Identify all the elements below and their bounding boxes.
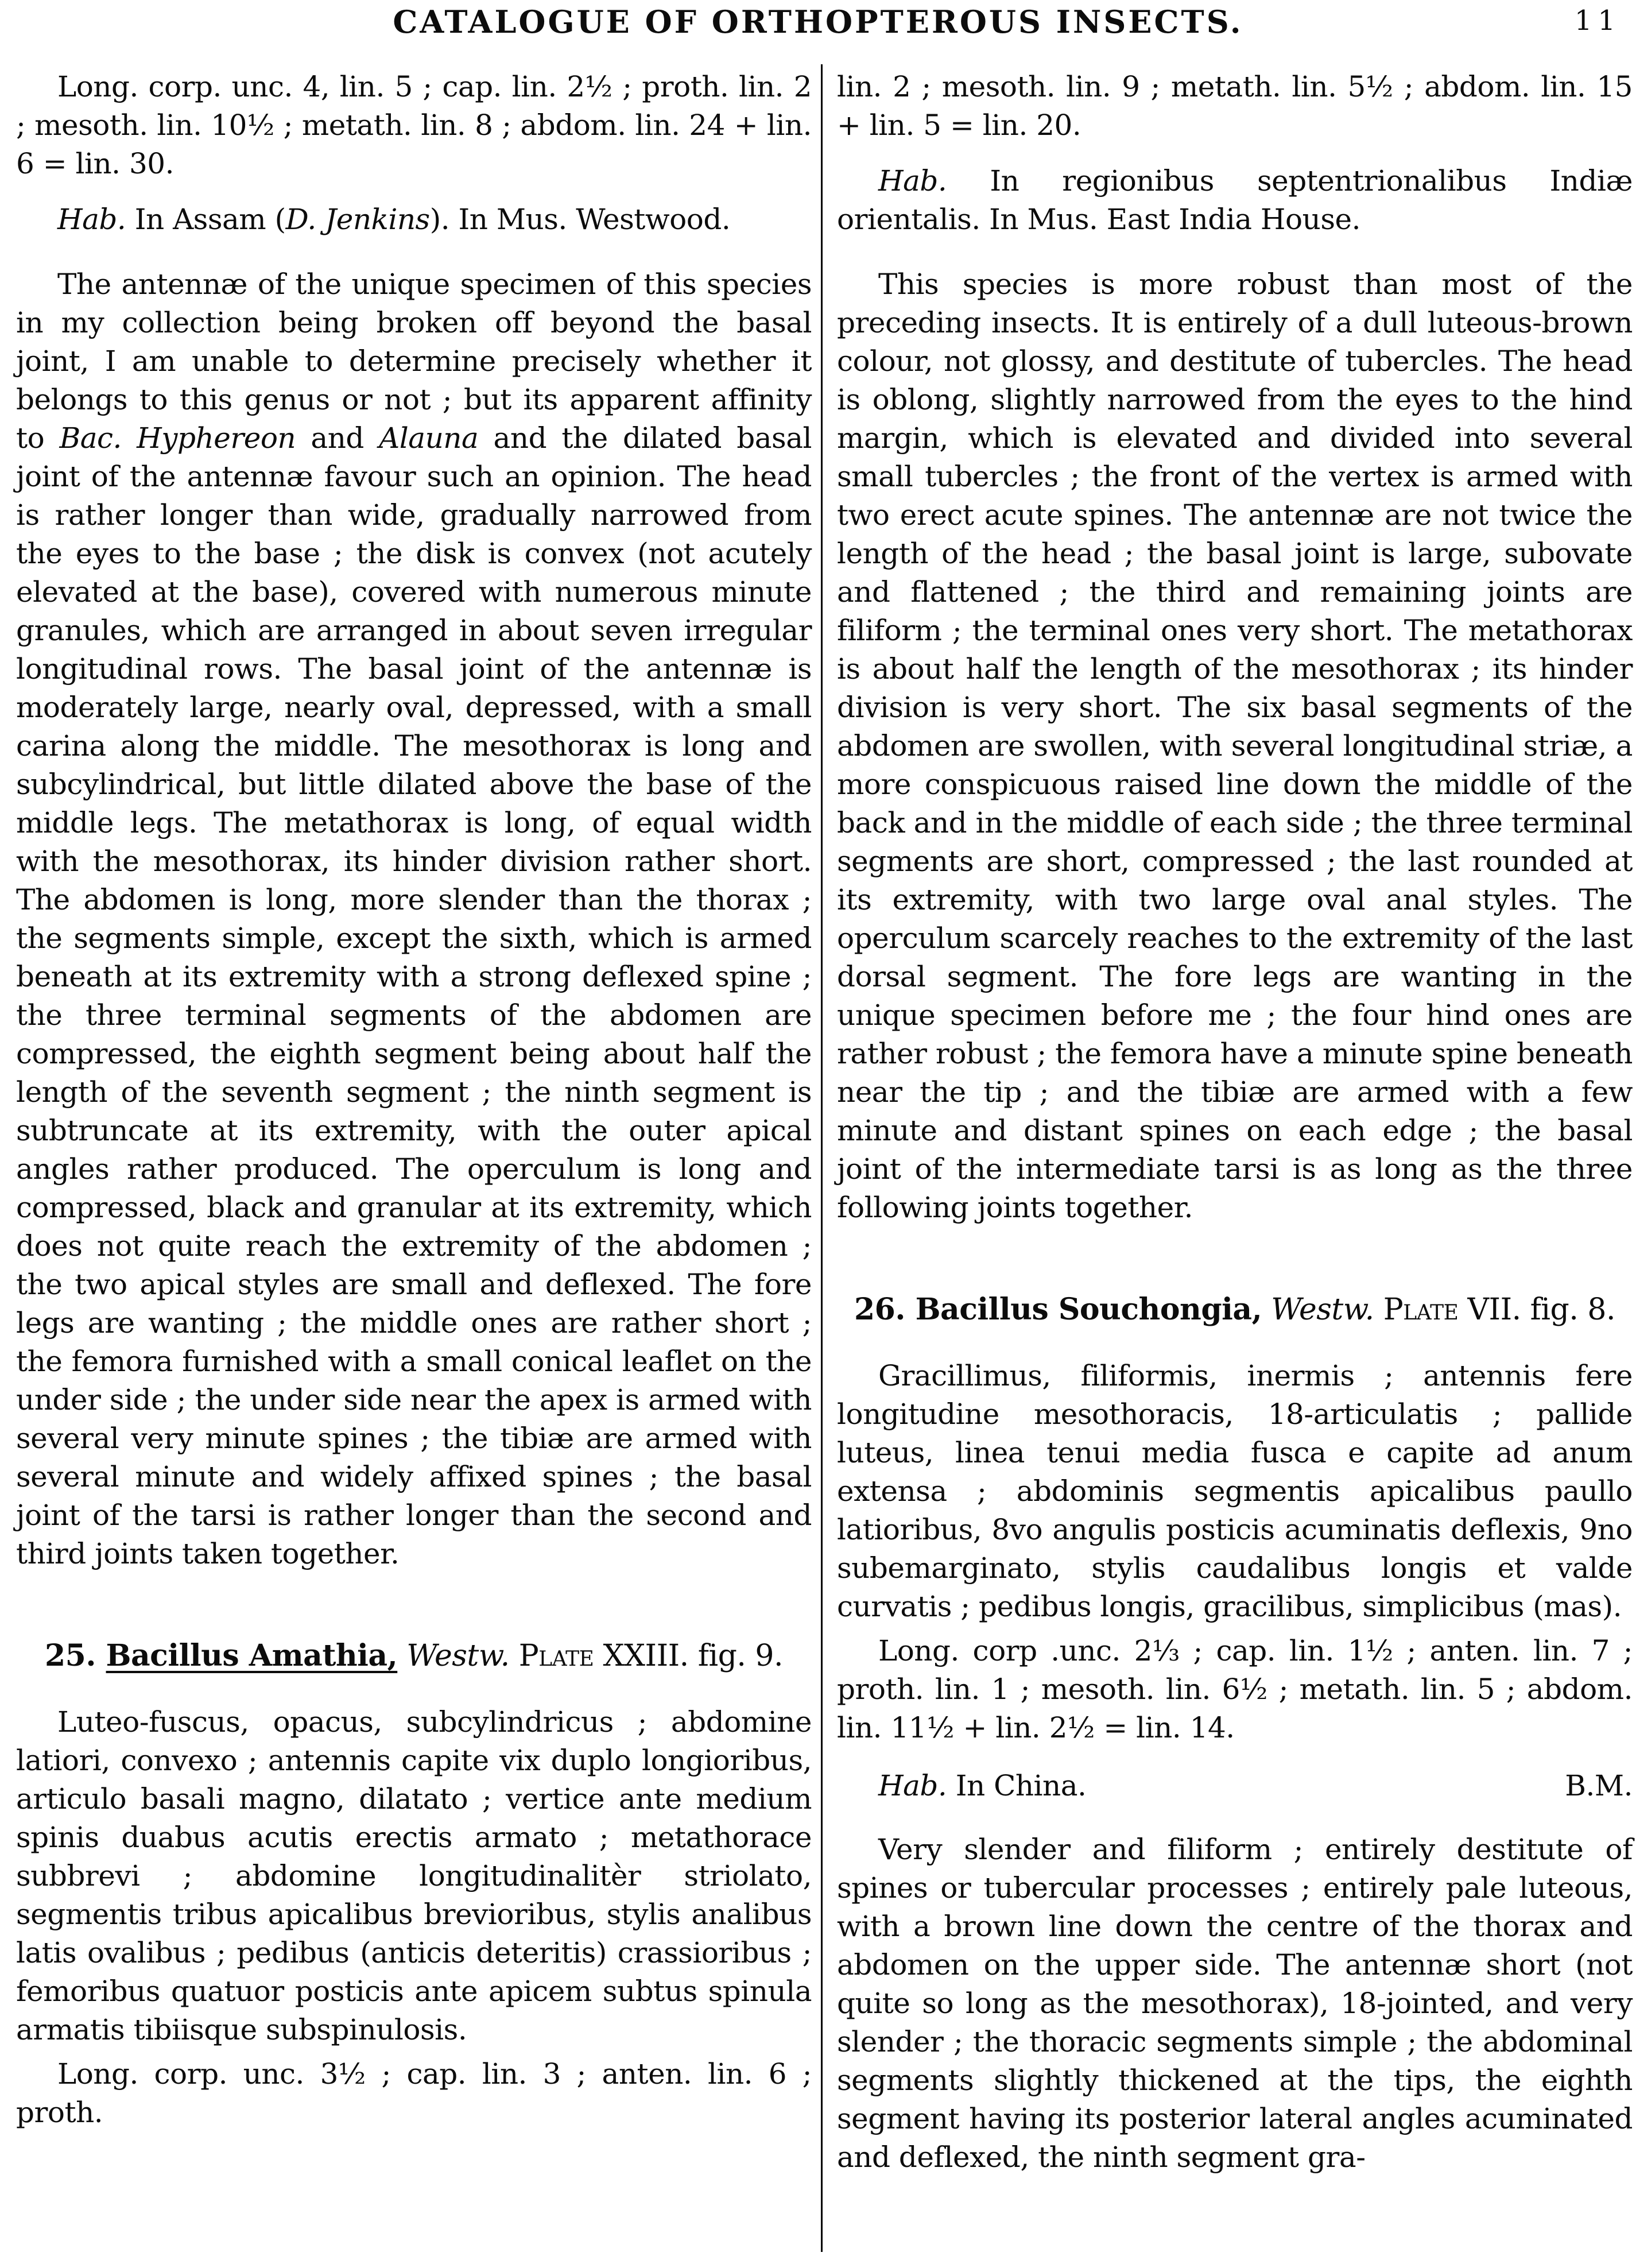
plate-word: Plate <box>509 1639 594 1673</box>
species-heading-26 <box>837 1290 1633 1329</box>
species-author: Westw. <box>397 1639 510 1673</box>
collector-name: D. Jenkins <box>285 203 430 236</box>
species-number: 26. <box>854 1292 916 1327</box>
right-column <box>837 68 1633 2177</box>
habitat-museum-row <box>837 1767 1633 1805</box>
measurements-26: Long. corp .unc. 2⅓ ; cap. lin. 1½ ; anten. lin. 7 ; proth. lin. 1 ; mesoth. lin. 6½ ; metath. lin. 5 ; abdom. lin. 11½ + lin. 2½ = lin. 14. <box>837 1634 1633 1744</box>
page-number: 11 <box>1574 5 1621 37</box>
species-author: Westw. <box>1262 1292 1374 1327</box>
species-name-bacillus-souchongia: Bacillus Souchongia, <box>915 1292 1262 1327</box>
habitat-label: Hab. <box>878 1769 947 1802</box>
measurements-25: Long. corp. unc. 3½ ; cap. lin. 3 ; anten. lin. 6 ; proth. <box>16 2057 812 2129</box>
species-name-bacillus-amathia: Bacillus Amathia, <box>106 1638 398 1673</box>
habitat-text: In regionibus septentrionalibus Indiæ orientalis. In Mus. East India House. <box>837 164 1633 236</box>
habitat-line <box>837 162 1633 239</box>
habitat-line <box>16 200 812 239</box>
habitat-text-post: ). In Mus. Westwood. <box>429 203 731 236</box>
habitat-text: In China. <box>947 1769 1087 1802</box>
species-reference-hyphereon: Bac. Hyphereon <box>59 421 296 455</box>
habitat-line <box>837 1767 1086 1805</box>
species-reference-alauna: Alauna <box>379 421 479 455</box>
left-column <box>16 68 812 2132</box>
measurements-continuation: Long. corp. unc. 4, lin. 5 ; cap. lin. 2½ ; proth. lin. 2 ; mesoth. lin. 10½ ; metath. lin. 8 ; abdom. lin. 24 + lin. 6 = lin. 30. <box>16 70 812 180</box>
species-heading-25 <box>16 1636 812 1675</box>
latin-diagnosis-26: Gracillimus, filiformis, inermis ; antennis fere longitudine mesothoracis, 18-articulatis ; pallide luteus, linea tenui media fusca e capite ad anum extensa ; abdominis segmentis apicalibus paullo latioribus, 8vo angulis posticis acuminatis deflexis, 9no subemarginato, stylis caudalibus longis et valde curvatis ; pedibus longis, gracilibus, simplicibus (mas). <box>837 1359 1633 1623</box>
habitat-label: Hab. <box>878 164 947 198</box>
plate-reference: VII. fig. 8. <box>1458 1292 1616 1327</box>
species-description-25: This species is more robust than most of the preceding insects. It is entirely of a dull luteous-brown colour, not glossy, and destitute of tubercles. The head is oblong, slightly narrowed from the eyes to the hind margin, which is elevated and divided into several small tubercles ; the front of the vertex is armed with two erect acute spines. The antennæ are not twice the length of the head ; the basal joint is large, subovate and flattened ; the third and remaining joints are filiform ; the terminal ones very short. The metathorax is about half the length of the mesothorax ; its hinder division is very short. The six basal segments of the abdomen are swollen, with several longitudinal striæ, a more conspicuous raised line down the middle of the back and in the middle of each side ; the three terminal segments are short, compressed ; the last rounded at its extremity, with two large oval anal styles. The operculum scarcely reaches to the extremity of the last dorsal segment. The fore legs are wanting in the unique specimen before me ; the four hind ones are rather robust ; the femora have a minute spine beneath near the tip ; and the tibiæ are armed with a few minute and distant spines on each edge ; the basal joint of the intermediate tarsi is as long as the three following joints together. <box>837 268 1633 1224</box>
description-text: The antennæ of the unique specimen of this species in my collection being broken off beyond the basal joint, I am unable to determine precisely whether it belongs to this genus or not ; but its apparent affinity to <box>16 268 812 455</box>
plate-reference: XXIII. fig. 9. <box>594 1639 784 1673</box>
habitat-label: Hab. <box>57 203 126 236</box>
latin-diagnosis-25: Luteo-fuscus, opacus, subcylindricus ; abdomine latiori, convexo ; antennis capite vix duplo longioribus, articulo basali magno, dilatato ; vertice ante medium spinis duabus acutis erectis armato ; metathorace subbrevi ; abdomine longitudinalitèr striolato, segmentis tribus apicalibus brevioribus, stylis analibus latis ovalibus ; pedibus (anticis deteritis) crassioribus ; femoribus quatuor posticis ante apicem subtus spinula armatis tibiisque subspinulosis. <box>16 1705 812 2046</box>
species-number: 25. <box>44 1638 106 1673</box>
habitat-text-pre: In Assam ( <box>126 203 286 236</box>
plate-word: Plate <box>1374 1292 1459 1327</box>
running-head-title: CATALOGUE OF ORTHOPTEROUS INSECTS. <box>393 3 1243 40</box>
description-text: and the dilated basal joint of the antennæ favour such an opinion. The head is rather longer than wide, gradually narrowed from the eyes to the base ; the disk is convex (not acutely elevated at the base), covered with numerous minute granules, which are arranged in about seven irregular longitudinal rows. The basal joint of the antennæ is moderately large, nearly oval, depressed, with a small carina along the middle. The mesothorax is long and subcylindrical, but little dilated above the base of the middle legs. The metathorax is long, of equal width with the mesothorax, its hinder division rather short. The abdomen is long, more slender than the thorax ; the segments simple, except the sixth, which is armed beneath at its extremity with a strong deflexed spine ; the three terminal segments of the abdomen are compressed, the eighth segment being about half the length of the seventh segment ; the ninth segment is subtruncate at its extremity, with the outer apical angles rather produced. The operculum is long and compressed, black and granular at its extremity, which does not quite reach the extremity of the abdomen ; the two apical styles are small and deflexed. The fore legs are wanting ; the middle ones are rather short ; the femora furnished with a small conical leaflet on the under side ; the under side near the apex is armed with several very minute spines ; the tibiæ are armed with several minute and widely affixed spines ; the basal joint of the tarsi is rather longer than the second and third joints taken together. <box>16 421 812 1570</box>
column-divider-rule <box>821 64 823 2252</box>
species-description-26: Very slender and filiform ; entirely destitute of spines or tubercular processes ; entirely pale luteous, with a brown line down the centre of the thorax and abdomen on the upper side. The antennæ short (not quite so long as the mesothorax), 18-jointed, and very slender ; the thoracic segments simple ; the abdominal segments slightly thickened at the tips, the eighth segment having its posterior lateral angles acuminated and deflexed, the ninth segment gra- <box>837 1833 1633 2174</box>
species-description-24 <box>16 265 812 1573</box>
museum-abbreviation: B.M. <box>1565 1769 1633 1802</box>
measurements-continuation: lin. 2 ; mesoth. lin. 9 ; metath. lin. 5½ ; abdom. lin. 15 + lin. 5 = lin. 20. <box>837 70 1633 142</box>
description-text: and <box>296 421 379 455</box>
